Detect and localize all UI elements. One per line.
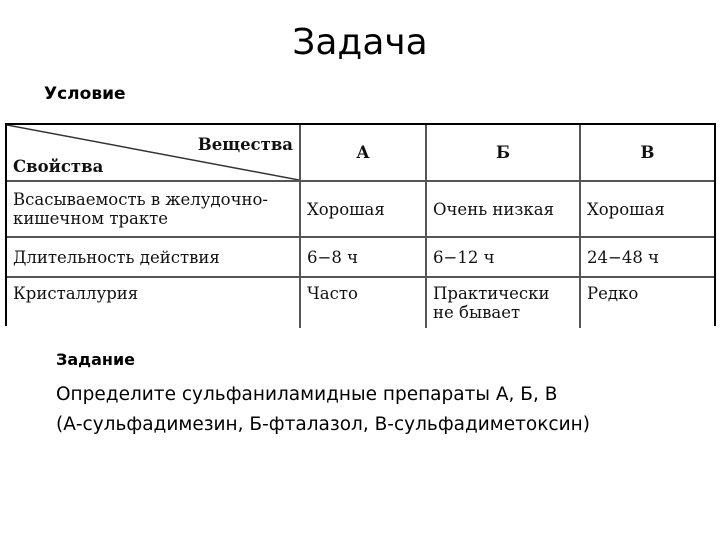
corner-cell — [7, 125, 300, 181]
cell-value: Практически не бывает — [426, 277, 580, 328]
task-text — [56, 380, 696, 440]
row-property: Кристаллурия — [7, 277, 300, 328]
column-header-b: Б — [426, 125, 580, 181]
cell-value: 6−12 ч — [426, 237, 580, 277]
cell-value: 24−48 ч — [580, 237, 714, 277]
cell-value: Хорошая — [580, 181, 714, 237]
column-header-v: В — [580, 125, 714, 181]
table-row — [7, 237, 714, 277]
properties-table — [5, 123, 716, 326]
task-line-1: Определите сульфаниламидные препараты А, Б, В — [56, 384, 558, 405]
cell-value: Часто — [300, 277, 426, 328]
slide-title: Задача — [292, 22, 428, 63]
cell-value: Хорошая — [300, 181, 426, 237]
condition-label: Условие — [44, 84, 126, 104]
table-header-row — [7, 125, 714, 181]
row-property: Длительность действия — [7, 237, 300, 277]
task-label: Задание — [56, 350, 135, 369]
row-property: Всасываемость в желудочно-кишечном тракте — [7, 181, 300, 237]
cell-value: Редко — [580, 277, 714, 328]
task-line-2: (А-сульфадимезин, Б-фталазол, В-сульфадиметоксин) — [56, 414, 590, 435]
properties-header: Свойства — [13, 157, 104, 176]
column-header-a: А — [300, 125, 426, 181]
table-row — [7, 181, 714, 237]
table-row — [7, 277, 714, 328]
cell-value: 6−8 ч — [300, 237, 426, 277]
substances-header: Вещества — [197, 135, 293, 154]
cell-value: Очень низкая — [426, 181, 580, 237]
